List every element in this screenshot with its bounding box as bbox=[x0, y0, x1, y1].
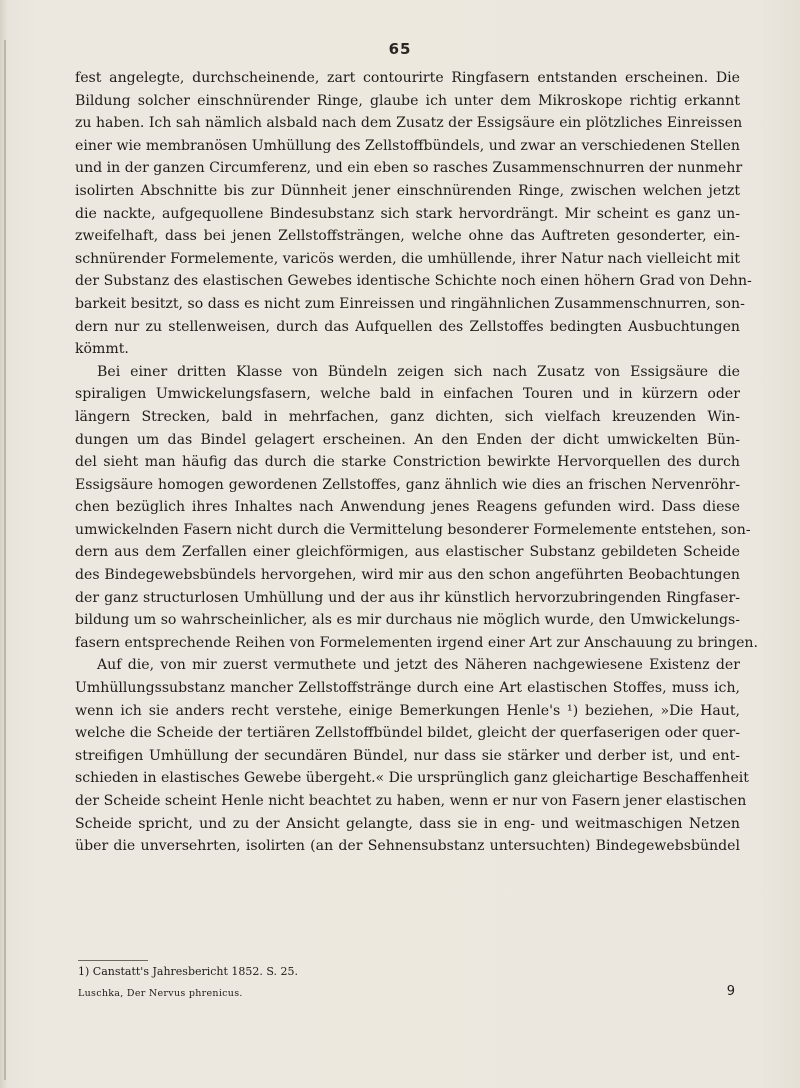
page-number: 65 bbox=[388, 40, 412, 58]
footnote: 1) Canstatt's Jahresbericht 1852. S. 25. bbox=[78, 965, 299, 978]
text-line: der Substanz des elastischen Gewebes identische Schichte noch einen höhern Grad von Dehn- bbox=[75, 273, 752, 290]
text-line: schnürender Formelemente, varicös werden, die umhüllende, ihrer Natur nach vielleicht mit bbox=[75, 250, 740, 267]
body-text bbox=[75, 67, 758, 858]
signature-mark: 9 bbox=[726, 984, 735, 999]
text-line: zweifelhaft, dass bei jenen Zellstoffsträngen, welche ohne das Auftreten gesonderter, ein- bbox=[75, 228, 740, 245]
text-line: streifigen Umhüllung der secundären Bündel, nur dass sie stärker und derber ist, und ent- bbox=[75, 747, 740, 764]
text-line: welche die Scheide der tertiären Zellstoffbündel bildet, gleicht der querfaserigen oder quer- bbox=[75, 725, 740, 742]
text-line: einer wie membranösen Umhüllung des Zellstoffbündels, und zwar an verschiedenen Stellen bbox=[75, 137, 740, 154]
text-line: spiraligen Umwickelungsfasern, welche bald in einfachen Touren und in kürzern oder bbox=[75, 386, 740, 403]
text-line: über die unversehrten, isolirten (an der Sehnensubstanz untersuchten) Bindegewebsbündel bbox=[75, 838, 740, 855]
text-line: der Scheide scheint Henle nicht beachtet zu haben, wenn er nur von Fasern jener elastischen bbox=[75, 793, 747, 809]
text-line: und in der ganzen Circumferenz, und ein eben so rasches Zusammenschnurren der nunmehr bbox=[75, 160, 743, 177]
printer-signature: Luschka, Der Nervus phrenicus. bbox=[78, 988, 243, 999]
text-line: bildung um so wahrscheinlicher, als es mir durchaus nie möglich wurde, den Umwickelungs- bbox=[75, 612, 740, 629]
text-line: längern Strecken, bald in mehrfachen, ganz dichten, sich vielfach kreuzenden Win- bbox=[75, 408, 740, 425]
text-line: schieden in elastisches Gewebe übergeht.« Die ursprünglich ganz gleichartige Beschaffenheit bbox=[75, 770, 749, 787]
text-line: Scheide spricht, und zu der Ansicht gelangte, dass sie in eng- und weitmaschigen Netzen bbox=[75, 815, 740, 832]
text-line: Auf die, von mir zuerst vermuthete und jetzt des Näheren nachgewiesene Existenz der bbox=[97, 657, 740, 674]
footnote-divider bbox=[78, 960, 148, 961]
text-line: Bildung solcher einschnürender Ringe, glaube ich unter dem Mikroskope richtig erkannt bbox=[75, 92, 740, 109]
text-line: fest angelegte, durchscheinende, zart contourirte Ringfasern entstanden erscheinen. Die bbox=[75, 70, 740, 86]
text-line: dungen um das Bindel gelagert erscheinen. An den Enden der dicht umwickelten Bün- bbox=[75, 431, 740, 448]
text-line: der ganz structurlosen Umhüllung und der aus ihr künstlich hervorzubringenden Ringfaser- bbox=[75, 589, 740, 606]
text-line: Bei einer dritten Klasse von Bündeln zeigen sich nach Zusatz von Essigsäure die bbox=[97, 363, 740, 380]
text-line: die nackte, aufgequollene Bindesubstanz sich stark hervordrängt. Mir scheint es ganz un- bbox=[75, 205, 740, 222]
text-line: des Bindegewebsbündels hervorgehen, wird mir aus den schon angeführten Beobachtungen bbox=[75, 567, 740, 584]
text-line: umwickelnden Fasern nicht durch die Vermittelung besonderer Formelemente entstehen, son- bbox=[75, 521, 751, 538]
text-line: del sieht man häufig das durch die starke Constriction bewirkte Hervorquellen des durch bbox=[75, 454, 740, 471]
text-line: chen bezüglich ihres Inhaltes nach Anwendung jenes Reagens gefunden wird. Dass diese bbox=[75, 499, 740, 516]
text-line: dern aus dem Zerfallen einer gleichförmigen, aus elastischer Substanz gebildeten Scheide bbox=[75, 544, 740, 561]
text-line: kömmt. bbox=[75, 341, 129, 358]
text-line: isolirten Abschnitte bis zur Dünnheit jener einschnürenden Ringe, zwischen welchen jetzt bbox=[75, 182, 740, 199]
text-line: wenn ich sie anders recht verstehe, einige Bemerkungen Henle's ¹) beziehen, »Die Haut, bbox=[75, 702, 740, 719]
text-line: Umhüllungssubstanz mancher Zellstoffstränge durch eine Art elastischen Stoffes, muss ich, bbox=[75, 680, 740, 697]
text-line: zu haben. Ich sah nämlich alsbald nach dem Zusatz der Essigsäure ein plötzliches Einreissen bbox=[75, 115, 743, 132]
page-gutter-shadow bbox=[4, 40, 6, 1080]
text-line: barkeit besitzt, so dass es nicht zum Einreissen und ringähnlichen Zusammenschnurren, son- bbox=[75, 295, 745, 312]
text-line: Essigsäure homogen gewordenen Zellstoffes, ganz ähnlich wie dies an frischen Nervenröhr- bbox=[75, 476, 740, 493]
text-line: fasern entsprechende Reihen von Formelementen irgend einer Art zur Anschauung zu bringen. bbox=[75, 634, 758, 651]
text-line: dern nur zu stellenweisen, durch das Aufquellen des Zellstoffes bedingten Ausbuchtungen bbox=[75, 318, 740, 335]
